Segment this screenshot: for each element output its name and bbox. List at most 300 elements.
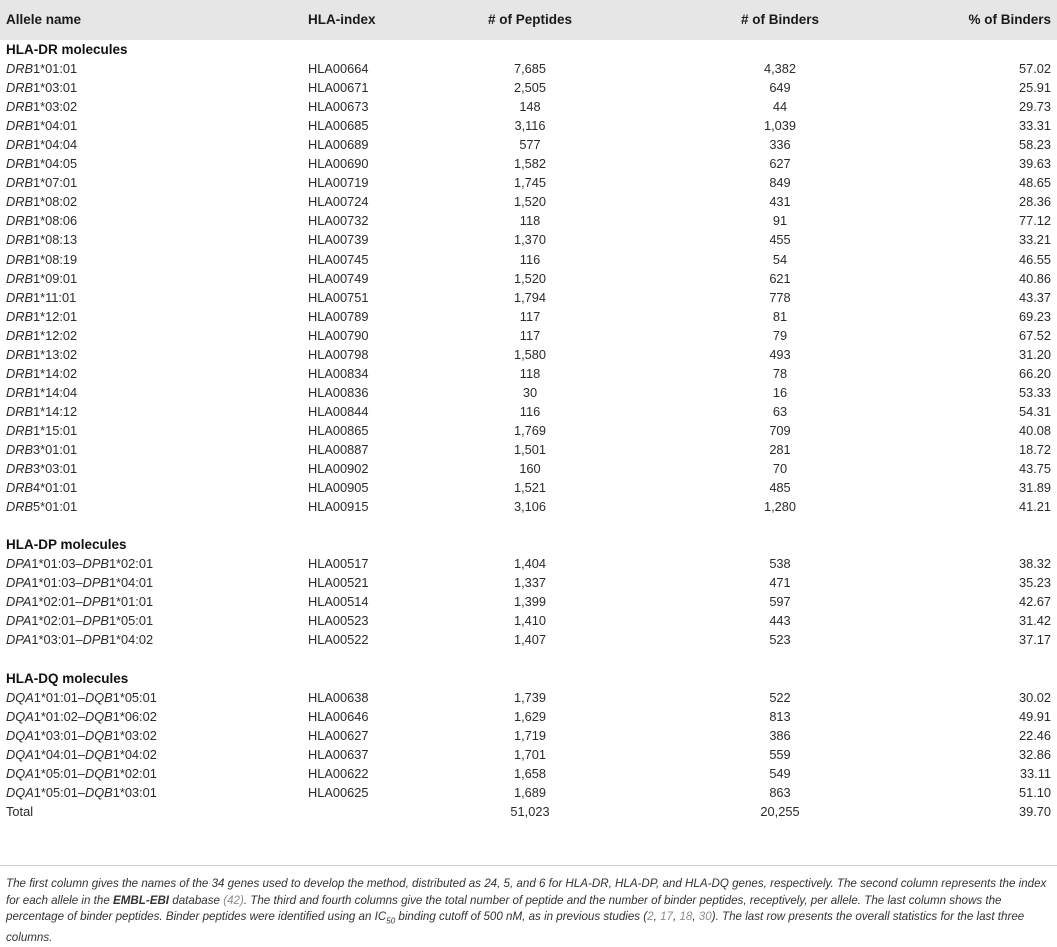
- binder-percent: 31.89: [1018, 480, 1051, 496]
- table-row: [0, 345, 1057, 364]
- peptide-count: 1,370: [513, 232, 547, 248]
- gene-symbol: DRB: [6, 461, 34, 477]
- gene-symbol: DQA: [6, 784, 34, 800]
- allele-name: [6, 97, 77, 116]
- gene-symbol: DRB: [6, 346, 34, 362]
- gene-symbol: DRB: [6, 441, 34, 457]
- allele-name: [6, 307, 77, 326]
- gene-symbol: DRB: [6, 251, 34, 267]
- peptide-count: 1,689: [513, 784, 547, 800]
- allele-name: [6, 345, 77, 364]
- binder-count: 70: [772, 461, 788, 477]
- gene-symbol: DPB: [82, 632, 109, 648]
- total-row: [0, 802, 1057, 821]
- allele-suffix: 1*12:01: [33, 308, 78, 324]
- section-spacer: [0, 650, 1057, 669]
- table-bottom-rule: [0, 865, 1057, 866]
- binder-percent: 33.21: [1018, 232, 1051, 248]
- table-row: [0, 135, 1057, 154]
- peptide-count: 1,520: [513, 270, 547, 286]
- binder-count: 54: [772, 251, 788, 267]
- binder-percent: 32.86: [1018, 746, 1051, 762]
- peptide-count: 1,719: [513, 727, 547, 743]
- gene-symbol: DRB: [6, 480, 34, 496]
- allele-name: [6, 59, 77, 78]
- peptide-count: 117: [519, 327, 541, 343]
- peptide-count: 1,769: [513, 422, 547, 438]
- binder-percent: 39.63: [1018, 156, 1051, 172]
- allele-suffix: 1*01:01–: [33, 689, 85, 705]
- binder-percent: 43.75: [1018, 461, 1051, 477]
- allele-suffix: 1*08:13: [33, 232, 78, 248]
- allele-suffix: 1*03:01–: [31, 632, 83, 648]
- hla-index: HLA00739: [308, 232, 369, 248]
- peptide-count: 577: [519, 137, 541, 153]
- footnote-separator: ,: [692, 910, 699, 924]
- allele-name: [6, 116, 77, 135]
- gene-symbol: DRB: [6, 422, 34, 438]
- gene-symbol: DRB: [6, 194, 34, 210]
- binder-percent: 54.31: [1018, 403, 1051, 419]
- binder-count: 813: [769, 708, 791, 724]
- gene-symbol: DRB: [6, 384, 34, 400]
- binder-count: 79: [772, 327, 788, 343]
- binder-percent: 35.23: [1018, 575, 1051, 591]
- allele-suffix: 1*03:01–: [33, 727, 85, 743]
- gene-symbol: DRB: [6, 403, 34, 419]
- table-row: [0, 764, 1057, 783]
- allele-name: Total: [6, 803, 34, 819]
- binder-percent: 49.91: [1018, 708, 1051, 724]
- binder-percent: 25.91: [1018, 80, 1051, 96]
- hla-index: HLA00625: [308, 784, 369, 800]
- hla-index: HLA00522: [308, 632, 369, 648]
- gene-symbol: DQA: [6, 727, 34, 743]
- footnote-separator: ,: [653, 910, 661, 924]
- allele-name: [6, 364, 77, 383]
- peptide-count: 1,701: [513, 746, 547, 762]
- binder-percent: 18.72: [1018, 441, 1051, 457]
- binder-count: 81: [772, 308, 788, 324]
- binder-count: 1,039: [763, 118, 797, 134]
- allele-suffix: 1*05:01–: [33, 765, 85, 781]
- allele-name: [6, 611, 153, 630]
- allele-name: [6, 726, 157, 745]
- binder-percent: 40.86: [1018, 270, 1051, 286]
- allele-suffix: 1*02:01: [108, 556, 154, 572]
- peptide-count: 116: [519, 403, 541, 419]
- peptide-count: 51,023: [510, 803, 550, 819]
- hla-index: HLA00732: [308, 213, 369, 229]
- section-heading: [0, 40, 1057, 59]
- hla-index: HLA00915: [308, 499, 369, 515]
- binder-count: 627: [769, 156, 791, 172]
- allele-name: [6, 459, 77, 478]
- binder-percent: 48.65: [1018, 175, 1051, 191]
- hla-index: HLA00521: [308, 575, 369, 591]
- table-row: [0, 630, 1057, 649]
- gene-symbol: DQA: [6, 689, 34, 705]
- table-row: [0, 230, 1057, 249]
- table-row: [0, 192, 1057, 211]
- table-row: [0, 783, 1057, 802]
- binder-count: 281: [769, 441, 791, 457]
- table-row: [0, 326, 1057, 345]
- table-row: [0, 707, 1057, 726]
- peptide-count: 117: [519, 308, 541, 324]
- table-row: [0, 745, 1057, 764]
- table-row: [0, 211, 1057, 230]
- gene-symbol: DQB: [84, 746, 113, 762]
- allele-suffix: 1*03:02: [112, 727, 157, 743]
- hla-index: HLA00887: [308, 441, 369, 457]
- binder-percent: 31.20: [1018, 346, 1051, 362]
- hla-index: HLA00646: [308, 708, 369, 724]
- allele-name: [6, 478, 77, 497]
- hla-index: HLA00719: [308, 175, 369, 191]
- peptide-count: 1,501: [513, 441, 547, 457]
- allele-name: [6, 783, 157, 802]
- binder-percent: 58.23: [1018, 137, 1051, 153]
- hla-index: HLA00790: [308, 327, 369, 343]
- gene-symbol: DRB: [6, 499, 34, 515]
- allele-name: [6, 78, 77, 97]
- hla-index: HLA00637: [308, 746, 369, 762]
- table-row: [0, 364, 1057, 383]
- binder-percent: 42.67: [1018, 594, 1051, 610]
- binder-count: 522: [769, 689, 791, 705]
- gene-symbol: DRB: [6, 289, 34, 305]
- binder-count: 471: [769, 575, 791, 591]
- section-title: HLA-DQ molecules: [6, 670, 129, 686]
- allele-suffix: 1*04:04: [33, 137, 78, 153]
- gene-symbol: DRB: [6, 99, 34, 115]
- table-row: [0, 59, 1057, 78]
- binder-percent: 46.55: [1018, 251, 1051, 267]
- footnote-citation-link[interactable]: 18: [679, 910, 693, 924]
- gene-symbol: DPA: [6, 632, 32, 648]
- allele-name: [6, 211, 77, 230]
- peptide-count: 1,580: [513, 346, 547, 362]
- binder-count: 336: [769, 137, 791, 153]
- allele-suffix: 1*05:01: [108, 613, 154, 629]
- binder-count: 431: [769, 194, 791, 210]
- allele-name: [6, 745, 157, 764]
- binder-count: 16: [772, 384, 788, 400]
- allele-suffix: 1*01:03–: [31, 575, 83, 591]
- binder-count: 863: [769, 784, 791, 800]
- binder-percent: 53.33: [1018, 384, 1051, 400]
- allele-suffix: 1*01:01: [33, 61, 78, 77]
- section-title: HLA-DP molecules: [6, 537, 127, 553]
- allele-suffix: 1*08:02: [33, 194, 78, 210]
- table-row: [0, 611, 1057, 630]
- allele-name: [6, 269, 77, 288]
- binder-count: 44: [772, 99, 788, 115]
- hla-index: HLA00622: [308, 765, 369, 781]
- allele-suffix: 1*04:02: [108, 632, 154, 648]
- footnote-text-1: The first column gives the names of the 34 genes used to develop the method, distributed as 24, 5, and 6 for HLA-DR, HLA-DP, and HLA-DQ genes, respectively. The second column represents the index for each allele in the: [6, 877, 1047, 907]
- gene-symbol: DRB: [6, 232, 34, 248]
- binder-percent: 51.10: [1018, 784, 1051, 800]
- binder-count: 443: [769, 613, 791, 629]
- hla-index: HLA00671: [308, 80, 369, 96]
- peptide-count: 7,685: [513, 61, 547, 77]
- peptide-count: 3,106: [513, 499, 547, 515]
- allele-suffix: 4*01:01: [33, 480, 78, 496]
- table-row: [0, 592, 1057, 611]
- binder-count: 78: [772, 365, 788, 381]
- hla-index: HLA00514: [308, 594, 369, 610]
- header-allele-name: Allele name: [6, 12, 82, 27]
- peptide-count: 2,505: [513, 80, 547, 96]
- binder-count: 523: [769, 632, 791, 648]
- binder-count: 709: [769, 422, 791, 438]
- binder-count: 485: [769, 480, 791, 496]
- peptide-count: 1,407: [513, 632, 547, 648]
- gene-symbol: DQA: [6, 746, 34, 762]
- hla-index: HLA00749: [308, 270, 369, 286]
- footnote-citation-link[interactable]: 17: [660, 910, 673, 924]
- allele-suffix: 1*07:01: [33, 175, 78, 191]
- allele-suffix: 3*01:01: [33, 441, 78, 457]
- table-row: [0, 688, 1057, 707]
- table-row: [0, 497, 1057, 516]
- peptide-count: 116: [519, 251, 541, 267]
- peptide-count: 118: [519, 213, 541, 229]
- header-peptides: # of Peptides: [487, 12, 573, 27]
- header-binders: # of Binders: [740, 12, 819, 27]
- table-header: [0, 0, 1057, 40]
- gene-symbol: DRB: [6, 156, 34, 172]
- allele-suffix: 1*02:01–: [31, 613, 83, 629]
- allele-suffix: 1*13:02: [33, 346, 78, 362]
- gene-symbol: DRB: [6, 137, 34, 153]
- allele-suffix: 1*04:01: [33, 118, 78, 134]
- gene-symbol: DPA: [6, 575, 32, 591]
- binder-percent: 28.36: [1018, 194, 1051, 210]
- binder-count: 1,280: [763, 499, 797, 515]
- peptide-count: 3,116: [514, 118, 546, 134]
- hla-index: HLA00673: [308, 99, 369, 115]
- gene-symbol: DPB: [82, 613, 109, 629]
- allele-suffix: 1*09:01: [33, 270, 78, 286]
- header-pct-binders: % of Binders: [968, 12, 1051, 27]
- hla-index: HLA00664: [308, 61, 369, 77]
- hla-index: HLA00638: [308, 689, 369, 705]
- binder-percent: 66.20: [1018, 365, 1051, 381]
- allele-name: [6, 288, 76, 307]
- binder-count: 649: [769, 80, 791, 96]
- allele-suffix: 3*03:01: [33, 461, 78, 477]
- section-spacer: [0, 516, 1057, 535]
- allele-name: [6, 230, 77, 249]
- footnote-text-4: binding cutoff of 500 nM, as in previous studies (: [395, 910, 648, 924]
- footnote-text-2: database: [169, 893, 224, 907]
- allele-suffix: 1*11:01: [33, 289, 77, 305]
- hla-index: HLA00865: [308, 422, 369, 438]
- gene-symbol: DPA: [6, 594, 32, 610]
- table-row: [0, 726, 1057, 745]
- peptide-count: 1,658: [513, 765, 547, 781]
- gene-symbol: DPB: [82, 575, 109, 591]
- allele-suffix: 1*03:01: [112, 784, 157, 800]
- gene-symbol: DQB: [84, 727, 113, 743]
- allele-suffix: 1*14:02: [33, 365, 78, 381]
- footnote-citation-link[interactable]: (42): [223, 893, 244, 907]
- hla-index: HLA00685: [308, 118, 369, 134]
- binder-percent: 67.52: [1018, 327, 1051, 343]
- allele-name: [6, 421, 77, 440]
- table-row: [0, 383, 1057, 402]
- gene-symbol: DPA: [6, 556, 32, 572]
- allele-name: [6, 630, 153, 649]
- footnote-database-name: EMBL-EBI: [113, 893, 170, 907]
- footnote-citation-link[interactable]: 2: [647, 910, 654, 924]
- header-hla-index: HLA-index: [308, 12, 376, 27]
- table-row: [0, 154, 1057, 173]
- binder-count: 63: [772, 403, 788, 419]
- binder-count: 455: [769, 232, 791, 248]
- gene-symbol: DQB: [84, 708, 113, 724]
- table-body: [0, 40, 1057, 821]
- gene-symbol: DPB: [82, 556, 109, 572]
- gene-symbol: DRB: [6, 365, 34, 381]
- binder-count: 538: [769, 556, 791, 572]
- binder-percent: 69.23: [1018, 308, 1051, 324]
- allele-name: [6, 135, 77, 154]
- table-row: [0, 78, 1057, 97]
- allele-name: [6, 326, 77, 345]
- hla-index: HLA00745: [308, 251, 369, 267]
- binder-percent: 22.46: [1018, 727, 1051, 743]
- binder-percent: 30.02: [1018, 689, 1051, 705]
- allele-suffix: 1*04:02: [112, 746, 157, 762]
- gene-symbol: DQA: [6, 765, 34, 781]
- hla-index: HLA00689: [308, 137, 369, 153]
- peptide-count: 1,739: [513, 689, 547, 705]
- allele-suffix: 1*03:02: [33, 99, 78, 115]
- allele-suffix: 1*05:01–: [33, 784, 85, 800]
- binder-percent: 39.70: [1018, 803, 1051, 819]
- binder-percent: 33.31: [1018, 118, 1051, 134]
- allele-suffix: 1*08:19: [33, 251, 78, 267]
- table-row: [0, 250, 1057, 269]
- hla-index: HLA00523: [308, 613, 369, 629]
- peptide-count: 1,582: [513, 156, 547, 172]
- binder-percent: 31.42: [1018, 613, 1051, 629]
- table-row: [0, 421, 1057, 440]
- binder-percent: 38.32: [1018, 556, 1051, 572]
- gene-symbol: DRB: [6, 175, 34, 191]
- binder-percent: 43.37: [1018, 289, 1051, 305]
- table-row: [0, 478, 1057, 497]
- allele-suffix: 1*14:04: [33, 384, 78, 400]
- footnote-subscript: 50: [386, 916, 396, 926]
- allele-suffix: 1*06:02: [112, 708, 157, 724]
- allele-suffix: 1*01:03–: [31, 556, 83, 572]
- peptide-count: 118: [519, 365, 541, 381]
- binder-percent: 40.08: [1018, 422, 1051, 438]
- peptide-count: 1,520: [513, 194, 547, 210]
- gene-symbol: DQB: [84, 689, 113, 705]
- gene-symbol: DRB: [6, 80, 34, 96]
- hla-index: HLA00905: [308, 480, 369, 496]
- allele-name: [6, 250, 77, 269]
- hla-index: HLA00690: [308, 156, 369, 172]
- binder-count: 386: [769, 727, 791, 743]
- allele-suffix: 1*15:01: [33, 422, 78, 438]
- allele-name: [6, 688, 157, 707]
- table-row: [0, 573, 1057, 592]
- peptide-count: 1,404: [513, 556, 547, 572]
- binder-count: 778: [769, 289, 791, 305]
- table-row: [0, 459, 1057, 478]
- allele-name: [6, 402, 77, 421]
- allele-name: [6, 497, 77, 516]
- binder-percent: 57.02: [1018, 61, 1051, 77]
- section-title: HLA-DR molecules: [6, 42, 128, 57]
- peptide-count: 160: [519, 461, 541, 477]
- binder-count: 91: [772, 213, 788, 229]
- allele-name: [6, 573, 153, 592]
- binder-percent: 33.11: [1019, 765, 1051, 781]
- allele-name: [6, 554, 153, 573]
- gene-symbol: DQA: [6, 708, 34, 724]
- footnote-text-3: . The third and fourth columns give the total number of peptide and the number of binder peptides, receptively, per allele. The last column shows the percentage of binder peptides. Binder peptides were identified using an IC: [6, 893, 1002, 924]
- allele-name: [6, 764, 157, 783]
- binder-count: 621: [769, 270, 791, 286]
- footnote-text-5: ). The last row presents the overall statistics for the last three columns.: [6, 910, 1025, 945]
- allele-suffix: 5*01:01: [33, 499, 78, 515]
- hla-index: HLA00798: [308, 346, 369, 362]
- table-row: [0, 440, 1057, 459]
- allele-name: [6, 707, 157, 726]
- table-row: [0, 402, 1057, 421]
- allele-suffix: 1*08:06: [33, 213, 78, 229]
- binder-count: 493: [769, 346, 791, 362]
- footnote-separator: ,: [672, 910, 680, 924]
- gene-symbol: DRB: [6, 118, 34, 134]
- allele-suffix: 1*02:01–: [31, 594, 83, 610]
- table-row: [0, 173, 1057, 192]
- table-row: [0, 554, 1057, 573]
- table-row: [0, 116, 1057, 135]
- section-heading: [0, 669, 1057, 688]
- peptide-count: 1,337: [513, 575, 547, 591]
- gene-symbol: DRB: [6, 308, 34, 324]
- binder-percent: 37.17: [1018, 632, 1051, 648]
- binder-percent: 41.21: [1018, 499, 1051, 515]
- allele-name: [6, 592, 153, 611]
- gene-symbol: DRB: [6, 270, 34, 286]
- allele-suffix: 1*01:02–: [33, 708, 85, 724]
- peptide-count: 1,629: [513, 708, 547, 724]
- footnote-citation-link[interactable]: 30: [698, 910, 712, 924]
- hla-index: HLA00789: [308, 308, 369, 324]
- hla-index: HLA00751: [308, 289, 369, 305]
- gene-symbol: DRB: [6, 61, 34, 77]
- allele-suffix: 1*12:02: [33, 327, 78, 343]
- table-footnote: [6, 876, 1052, 947]
- gene-symbol: DPB: [82, 594, 109, 610]
- hla-index: HLA00836: [308, 384, 369, 400]
- binder-percent: 29.73: [1018, 99, 1051, 115]
- allele-suffix: 1*02:01: [112, 765, 157, 781]
- gene-symbol: DPA: [6, 613, 32, 629]
- gene-symbol: DRB: [6, 327, 34, 343]
- allele-name: [6, 383, 77, 402]
